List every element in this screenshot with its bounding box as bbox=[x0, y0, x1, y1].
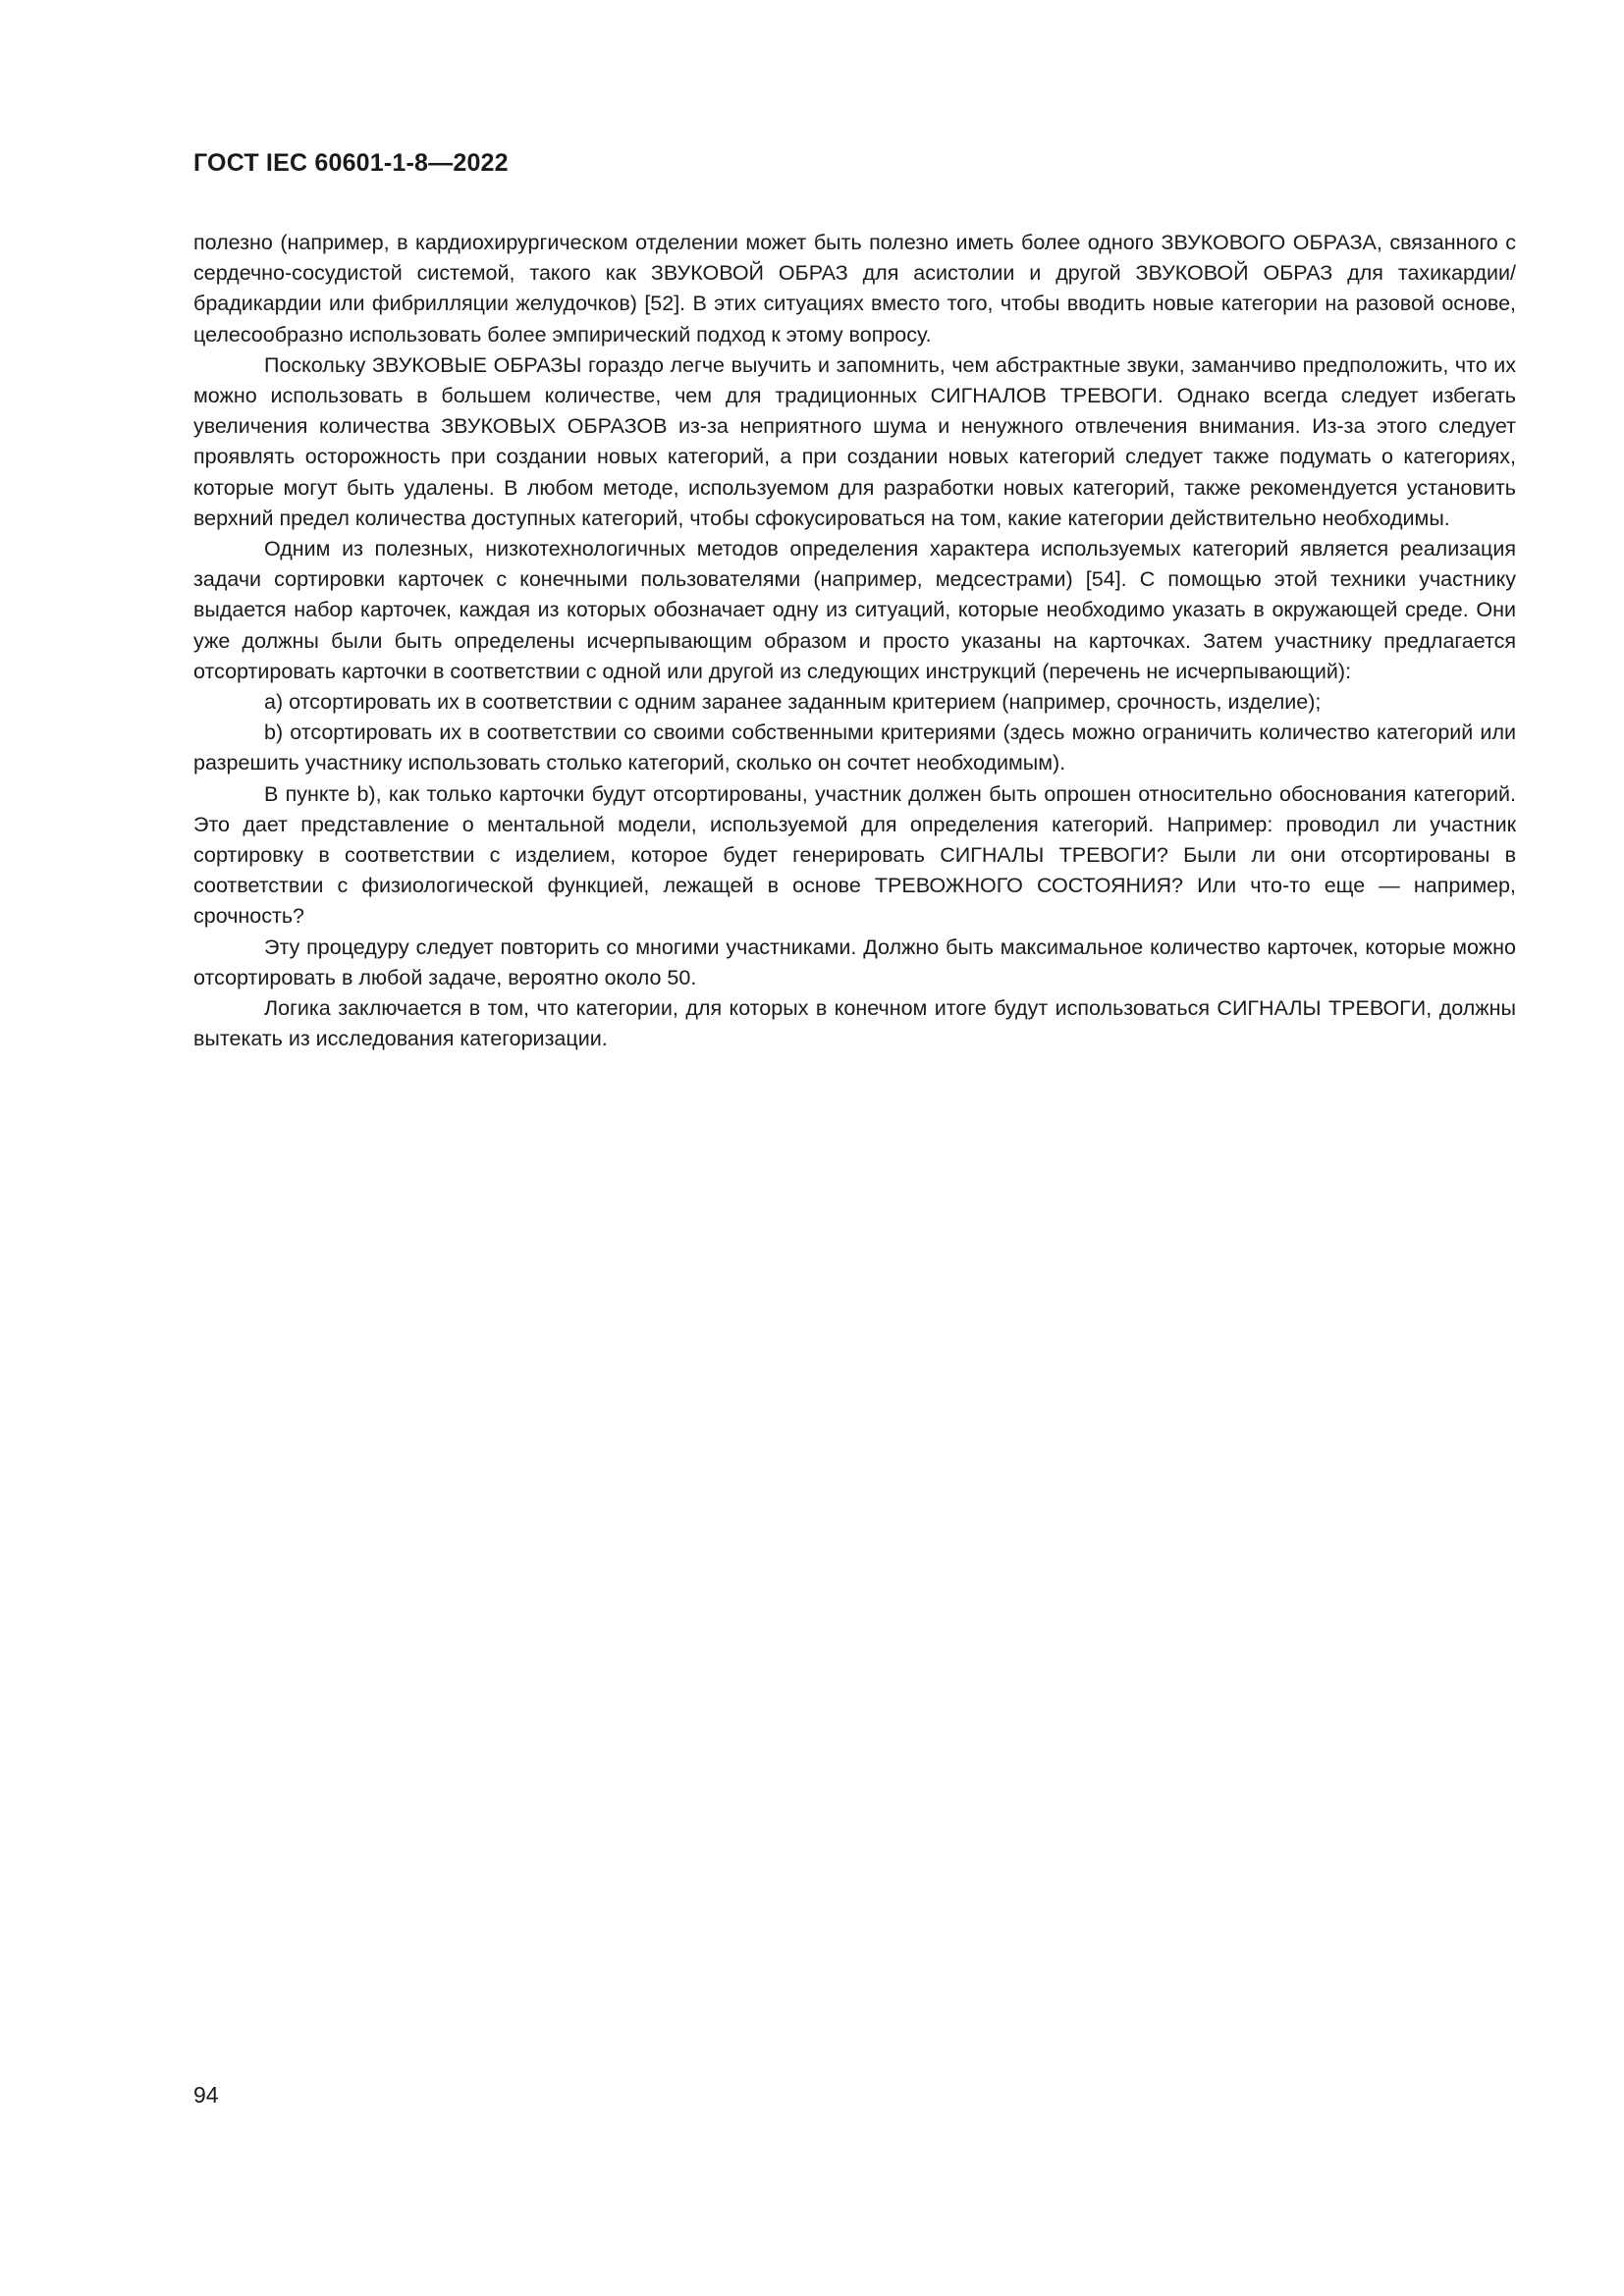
paragraph-2: Поскольку ЗВУКОВЫЕ ОБРАЗЫ гораздо легче выучить и запомнить, чем абстрактные звуки, заманчиво предположить, что их можно использовать в большем количестве, чем для традиционных СИГНАЛОВ ТРЕВОГИ. Однако всегда следует избегать увеличения количества ЗВУКОВЫХ ОБРАЗОВ из-за неприятного шума и ненужного отвлечения внимания. Из-за этого следует проявлять осторожность при создании новых категорий, а при создании новых категорий следует также подумать о категориях, которые могут быть удалены. В любом методе, используемом для разработки новых категорий, также рекомендуется установить верхний предел количества доступных категорий, чтобы сфокусироваться на том, какие категории действительно необходимы. bbox=[193, 352, 1516, 530]
paragraph-5: Эту процедуру следует повторить со многими участниками. Должно быть максимальное количество карточек, которые можно отсортировать в любой задаче, вероятно около 50. bbox=[193, 934, 1516, 989]
document-header: ГОСТ IEC 60601-1-8—2022 bbox=[193, 149, 509, 177]
page-number: 94 bbox=[193, 2082, 219, 2108]
paragraph-3: Одним из полезных, низкотехнологичных методов определения характера используемых категорий является реализация задачи сортировки карточек с конечными пользователями (например, медсестрами) [54]. С помощью этой техники участнику выдается набор карточек, каждая из которых обозначает одну из ситуаций, которые необходимо указать в окружающей среде. Они уже должны были быть определены исчерпывающим образом и просто указаны на карточках. Затем участнику предлагается отсортировать карточки в соответствии с одной или другой из следующих инструкций (перечень не исчерпывающий): bbox=[193, 537, 1516, 683]
list-item-a: a) отсортировать их в соответствии с одним заранее заданным критерием (например, срочность, изделие); bbox=[264, 690, 1322, 715]
body-text bbox=[193, 228, 1516, 1054]
list-item-b: b) отсортировать их в соответствии со своими собственными критериями (здесь можно ограничить количество категорий или разрешить участнику использовать столько категорий, сколько он сочтет необходимым). bbox=[193, 721, 1516, 775]
paragraph-4: В пункте b), как только карточки будут отсортированы, участник должен быть опрошен относительно обоснования категорий. Это дает представление о ментальной модели, используемой для определения категорий. Например: проводил ли участник сортировку в соответствии с изделием, которое будет генерировать СИГНАЛЫ ТРЕВОГИ? Были ли они отсортированы в соответствии с физиологической функцией, лежащей в основе ТРЕВОЖНОГО СОСТОЯНИЯ? Или что-то еще — например, срочность? bbox=[193, 781, 1516, 929]
paragraph-6: Логика заключается в том, что категории, для которых в конечном итоге будут использоваться СИГНАЛЫ ТРЕВОГИ, должны вытекать из исследования категоризации. bbox=[193, 996, 1516, 1051]
paragraph-1: полезно (например, в кардиохирургическом отделении может быть полезно иметь более одного ЗВУКОВОГО ОБРАЗА, связанного с сердечно-сосудистой системой, такого как ЗВУКОВОЙ ОБРАЗ для асистолии и другой ЗВУКОВОЙ ОБРАЗ для тахикардии/брадикардии или фибрилляции желудочков) [52]. В этих ситуациях вместо того, чтобы вводить новые категории на разовой основе, целесообразно использовать более эмпирический подход к этому вопросу. bbox=[193, 231, 1516, 347]
